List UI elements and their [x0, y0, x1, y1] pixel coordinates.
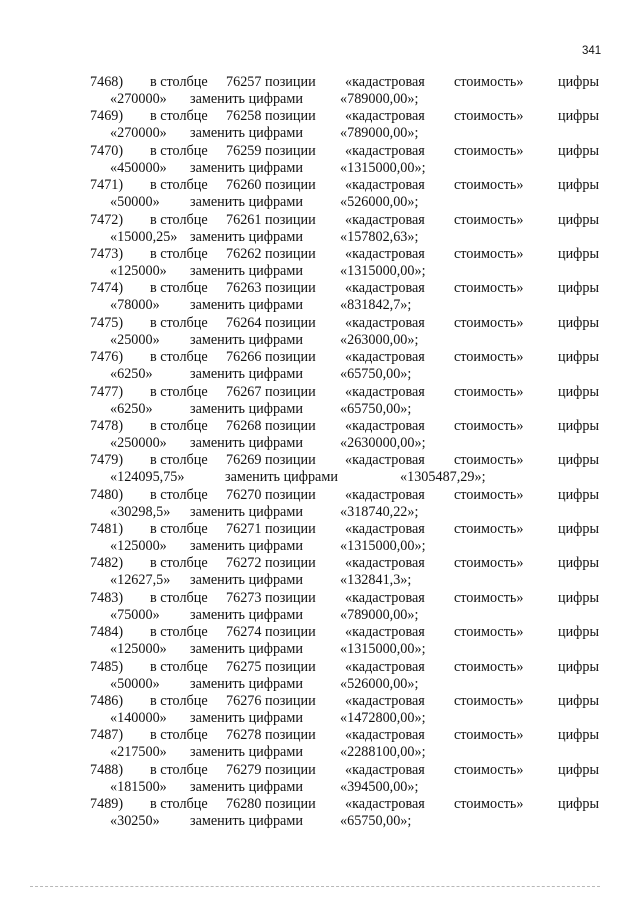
old-value: «217500»: [110, 744, 167, 761]
amendment-entry: [0, 280, 639, 314]
entry-line-1: [0, 108, 639, 125]
entry-number: 7469): [90, 108, 124, 125]
footer-divider: [30, 886, 600, 887]
old-value: «181500»: [110, 778, 167, 795]
entry-line-2: [0, 263, 639, 280]
amendment-entry: [0, 487, 639, 521]
entry-number: 7482): [90, 555, 124, 572]
cadastral-word: «кадастровая: [345, 555, 425, 572]
entry-line-1: [0, 487, 639, 504]
digits-word: цифры: [558, 349, 600, 366]
replace-text: заменить цифрами: [190, 572, 303, 589]
entry-number: 7481): [90, 521, 124, 538]
old-value: «50000»: [110, 675, 160, 692]
entry-line-2: [0, 125, 639, 142]
in-column-text: в столбце: [150, 486, 208, 503]
value-word: стоимость»: [454, 521, 524, 538]
in-column-text: в столбце: [150, 761, 208, 778]
digits-word: цифры: [558, 658, 600, 675]
in-column-text: в столбце: [150, 74, 208, 90]
position-ref: 76263 позиции: [226, 280, 316, 297]
replace-text: заменить цифрами: [190, 366, 303, 383]
cadastral-word: «кадастровая: [345, 693, 425, 710]
new-value: «157802,63»;: [340, 228, 419, 245]
position-ref: 76268 позиции: [226, 417, 316, 434]
entry-number: 7477): [90, 383, 124, 400]
value-word: стоимость»: [454, 108, 524, 125]
entry-number: 7489): [90, 796, 124, 813]
entry-line-1: [0, 452, 639, 469]
cadastral-word: «кадастровая: [345, 74, 425, 90]
old-value: «30250»: [110, 813, 160, 830]
old-value: «30298,5»: [110, 503, 171, 520]
amendment-entry: [0, 590, 639, 624]
position-ref: 76267 позиции: [226, 383, 316, 400]
position-ref: 76261 позиции: [226, 211, 316, 228]
entry-line-1: [0, 384, 639, 401]
entry-line-1: [0, 280, 639, 297]
position-ref: 76264 позиции: [226, 314, 316, 331]
cadastral-word: «кадастровая: [345, 211, 425, 228]
replace-text: заменить цифрами: [190, 194, 303, 211]
in-column-text: в столбце: [150, 211, 208, 228]
entry-number: 7483): [90, 589, 124, 606]
old-value: «78000»: [110, 297, 160, 314]
value-word: стоимость»: [454, 177, 524, 194]
digits-word: цифры: [558, 177, 600, 194]
replace-text: заменить цифрами: [190, 813, 303, 830]
value-word: стоимость»: [454, 658, 524, 675]
entry-line-1: [0, 212, 639, 229]
amendment-entry: [0, 74, 639, 108]
entry-line-2: [0, 813, 639, 830]
amendment-entry: [0, 693, 639, 727]
replace-text: заменить цифрами: [190, 297, 303, 314]
old-value: «270000»: [110, 125, 167, 142]
entry-line-2: [0, 779, 639, 796]
amendment-entry: [0, 212, 639, 246]
digits-word: цифры: [558, 417, 600, 434]
old-value: «124095,75»: [110, 469, 185, 486]
value-word: стоимость»: [454, 727, 524, 744]
in-column-text: в столбце: [150, 142, 208, 159]
in-column-text: в столбце: [150, 452, 208, 469]
replace-text: заменить цифрами: [190, 125, 303, 142]
replace-text: заменить цифрами: [190, 331, 303, 348]
entry-line-1: [0, 693, 639, 710]
new-value: «526000,00»;: [340, 675, 419, 692]
entry-line-1: [0, 74, 639, 91]
new-value: «1315000,00»;: [340, 641, 426, 658]
value-word: стоимость»: [454, 761, 524, 778]
value-word: стоимость»: [454, 555, 524, 572]
old-value: «270000»: [110, 91, 167, 107]
entry-line-2: [0, 229, 639, 246]
digits-word: цифры: [558, 211, 600, 228]
new-value: «318740,22»;: [340, 503, 419, 520]
cadastral-word: «кадастровая: [345, 383, 425, 400]
replace-text: заменить цифрами: [190, 503, 303, 520]
in-column-text: в столбце: [150, 417, 208, 434]
replace-text: заменить цифрами: [190, 675, 303, 692]
entry-line-2: [0, 194, 639, 211]
amendment-entry: [0, 143, 639, 177]
new-value: «1305487,29»;: [400, 469, 486, 486]
digits-word: цифры: [558, 796, 600, 813]
entry-line-1: [0, 796, 639, 813]
in-column-text: в столбце: [150, 555, 208, 572]
position-ref: 76269 позиции: [226, 452, 316, 469]
entry-number: 7480): [90, 486, 124, 503]
old-value: «125000»: [110, 538, 167, 555]
position-ref: 76257 позиции: [226, 74, 316, 90]
entry-line-1: [0, 555, 639, 572]
entry-line-2: [0, 710, 639, 727]
amendment-entry: [0, 315, 639, 349]
position-ref: 76266 позиции: [226, 349, 316, 366]
entry-line-2: [0, 332, 639, 349]
old-value: «125000»: [110, 262, 167, 279]
entry-line-1: [0, 762, 639, 779]
position-ref: 76275 позиции: [226, 658, 316, 675]
cadastral-word: «кадастровая: [345, 589, 425, 606]
entry-number: 7484): [90, 624, 124, 641]
entry-line-2: [0, 469, 639, 486]
entry-line-1: [0, 246, 639, 263]
entry-line-2: [0, 366, 639, 383]
cadastral-word: «кадастровая: [345, 177, 425, 194]
cadastral-word: «кадастровая: [345, 624, 425, 641]
position-ref: 76272 позиции: [226, 555, 316, 572]
value-word: стоимость»: [454, 796, 524, 813]
position-ref: 76259 позиции: [226, 142, 316, 159]
replace-text: заменить цифрами: [190, 744, 303, 761]
replace-text: заменить цифрами: [190, 228, 303, 245]
cadastral-word: «кадастровая: [345, 658, 425, 675]
amendment-entry: [0, 762, 639, 796]
in-column-text: в столбце: [150, 383, 208, 400]
value-word: стоимость»: [454, 589, 524, 606]
entry-line-1: [0, 727, 639, 744]
replace-text: заменить цифрами: [190, 262, 303, 279]
in-column-text: в столбце: [150, 108, 208, 125]
position-ref: 76262 позиции: [226, 245, 316, 262]
entry-line-1: [0, 418, 639, 435]
value-word: стоимость»: [454, 280, 524, 297]
digits-word: цифры: [558, 280, 600, 297]
value-word: стоимость»: [454, 486, 524, 503]
new-value: «263000,00»;: [340, 331, 419, 348]
cadastral-word: «кадастровая: [345, 349, 425, 366]
entry-line-1: [0, 177, 639, 194]
digits-word: цифры: [558, 624, 600, 641]
entry-line-2: [0, 160, 639, 177]
old-value: «12627,5»: [110, 572, 171, 589]
digits-word: цифры: [558, 589, 600, 606]
new-value: «526000,00»;: [340, 194, 419, 211]
entry-line-1: [0, 143, 639, 160]
value-word: стоимость»: [454, 74, 524, 90]
entry-line-2: [0, 435, 639, 452]
digits-word: цифры: [558, 521, 600, 538]
new-value: «1315000,00»;: [340, 262, 426, 279]
position-ref: 76258 позиции: [226, 108, 316, 125]
replace-text: заменить цифрами: [190, 710, 303, 727]
entry-number: 7468): [90, 74, 124, 90]
value-word: стоимость»: [454, 624, 524, 641]
old-value: «15000,25»: [110, 228, 178, 245]
new-value: «831842,7»;: [340, 297, 412, 314]
entry-number: 7485): [90, 658, 124, 675]
entry-line-2: [0, 538, 639, 555]
entry-line-1: [0, 659, 639, 676]
replace-text: заменить цифрами: [190, 400, 303, 417]
entry-line-2: [0, 676, 639, 693]
replace-text: заменить цифрами: [190, 606, 303, 623]
position-ref: 76260 позиции: [226, 177, 316, 194]
cadastral-word: «кадастровая: [345, 417, 425, 434]
old-value: «6250»: [110, 400, 153, 417]
value-word: стоимость»: [454, 211, 524, 228]
new-value: «394500,00»;: [340, 778, 419, 795]
entry-line-2: [0, 641, 639, 658]
entry-line-1: [0, 624, 639, 641]
entry-number: 7479): [90, 452, 124, 469]
entry-number: 7473): [90, 245, 124, 262]
new-value: «65750,00»;: [340, 813, 412, 830]
entry-line-2: [0, 297, 639, 314]
page-number: 341: [582, 45, 602, 57]
in-column-text: в столбце: [150, 624, 208, 641]
new-value: «789000,00»;: [340, 91, 419, 107]
digits-word: цифры: [558, 245, 600, 262]
replace-text: заменить цифрами: [190, 91, 303, 107]
digits-word: цифры: [558, 383, 600, 400]
amendment-entry: [0, 659, 639, 693]
entry-line-2: [0, 744, 639, 761]
value-word: стоимость»: [454, 417, 524, 434]
position-ref: 76279 позиции: [226, 761, 316, 778]
amendment-entry: [0, 624, 639, 658]
in-column-text: в столбце: [150, 314, 208, 331]
new-value: «2288100,00»;: [340, 744, 426, 761]
entry-line-2: [0, 504, 639, 521]
cadastral-word: «кадастровая: [345, 486, 425, 503]
cadastral-word: «кадастровая: [345, 521, 425, 538]
value-word: стоимость»: [454, 349, 524, 366]
replace-text: заменить цифрами: [190, 641, 303, 658]
entry-number: 7475): [90, 314, 124, 331]
replace-text: заменить цифрами: [190, 159, 303, 176]
in-column-text: в столбце: [150, 349, 208, 366]
amendment-entry: [0, 452, 639, 486]
new-value: «789000,00»;: [340, 606, 419, 623]
new-value: «132841,3»;: [340, 572, 412, 589]
cadastral-word: «кадастровая: [345, 108, 425, 125]
amendment-entry: [0, 796, 639, 830]
value-word: стоимость»: [454, 383, 524, 400]
entry-line-2: [0, 91, 639, 108]
digits-word: цифры: [558, 314, 600, 331]
amendment-entry: [0, 727, 639, 761]
old-value: «250000»: [110, 434, 167, 451]
replace-text: заменить цифрами: [190, 434, 303, 451]
digits-word: цифры: [558, 693, 600, 710]
cadastral-word: «кадастровая: [345, 245, 425, 262]
entry-line-1: [0, 349, 639, 366]
entry-line-1: [0, 315, 639, 332]
entry-number: 7487): [90, 727, 124, 744]
entry-number: 7474): [90, 280, 124, 297]
value-word: стоимость»: [454, 142, 524, 159]
entry-line-1: [0, 521, 639, 538]
amendment-entry: [0, 555, 639, 589]
entry-number: 7488): [90, 761, 124, 778]
position-ref: 76280 позиции: [226, 796, 316, 813]
value-word: стоимость»: [454, 245, 524, 262]
old-value: «25000»: [110, 331, 160, 348]
new-value: «789000,00»;: [340, 125, 419, 142]
amendment-entry: [0, 177, 639, 211]
in-column-text: в столбце: [150, 693, 208, 710]
entry-number: 7486): [90, 693, 124, 710]
replace-text: заменить цифрами: [190, 778, 303, 795]
in-column-text: в столбце: [150, 589, 208, 606]
new-value: «1315000,00»;: [340, 159, 426, 176]
amendment-entry: [0, 349, 639, 383]
in-column-text: в столбце: [150, 280, 208, 297]
replace-text: заменить цифрами: [225, 469, 338, 486]
position-ref: 76278 позиции: [226, 727, 316, 744]
value-word: стоимость»: [454, 452, 524, 469]
in-column-text: в столбце: [150, 658, 208, 675]
new-value: «2630000,00»;: [340, 434, 426, 451]
value-word: стоимость»: [454, 314, 524, 331]
new-value: «1472800,00»;: [340, 710, 426, 727]
digits-word: цифры: [558, 555, 600, 572]
entry-line-2: [0, 401, 639, 418]
old-value: «140000»: [110, 710, 167, 727]
value-word: стоимость»: [454, 693, 524, 710]
new-value: «1315000,00»;: [340, 538, 426, 555]
position-ref: 76273 позиции: [226, 589, 316, 606]
entry-line-2: [0, 572, 639, 589]
amendment-entry: [0, 384, 639, 418]
digits-word: цифры: [558, 108, 600, 125]
cadastral-word: «кадастровая: [345, 727, 425, 744]
entry-number: 7470): [90, 142, 124, 159]
digits-word: цифры: [558, 142, 600, 159]
position-ref: 76276 позиции: [226, 693, 316, 710]
entry-line-2: [0, 607, 639, 624]
cadastral-word: «кадастровая: [345, 314, 425, 331]
digits-word: цифры: [558, 486, 600, 503]
old-value: «50000»: [110, 194, 160, 211]
digits-word: цифры: [558, 452, 600, 469]
cadastral-word: «кадастровая: [345, 142, 425, 159]
entries-list: [0, 74, 639, 831]
in-column-text: в столбце: [150, 521, 208, 538]
position-ref: 76270 позиции: [226, 486, 316, 503]
amendment-entry: [0, 521, 639, 555]
digits-word: цифры: [558, 74, 600, 90]
old-value: «450000»: [110, 159, 167, 176]
cadastral-word: «кадастровая: [345, 761, 425, 778]
cadastral-word: «кадастровая: [345, 452, 425, 469]
cadastral-word: «кадастровая: [345, 280, 425, 297]
old-value: «75000»: [110, 606, 160, 623]
digits-word: цифры: [558, 761, 600, 778]
entry-number: 7478): [90, 417, 124, 434]
old-value: «6250»: [110, 366, 153, 383]
in-column-text: в столбце: [150, 727, 208, 744]
digits-word: цифры: [558, 727, 600, 744]
position-ref: 76271 позиции: [226, 521, 316, 538]
new-value: «65750,00»;: [340, 366, 412, 383]
in-column-text: в столбце: [150, 245, 208, 262]
in-column-text: в столбце: [150, 177, 208, 194]
entry-line-1: [0, 590, 639, 607]
new-value: «65750,00»;: [340, 400, 412, 417]
position-ref: 76274 позиции: [226, 624, 316, 641]
entry-number: 7476): [90, 349, 124, 366]
amendment-entry: [0, 418, 639, 452]
in-column-text: в столбце: [150, 796, 208, 813]
replace-text: заменить цифрами: [190, 538, 303, 555]
cadastral-word: «кадастровая: [345, 796, 425, 813]
amendment-entry: [0, 108, 639, 142]
amendment-entry: [0, 246, 639, 280]
entry-number: 7471): [90, 177, 124, 194]
old-value: «125000»: [110, 641, 167, 658]
entry-number: 7472): [90, 211, 124, 228]
